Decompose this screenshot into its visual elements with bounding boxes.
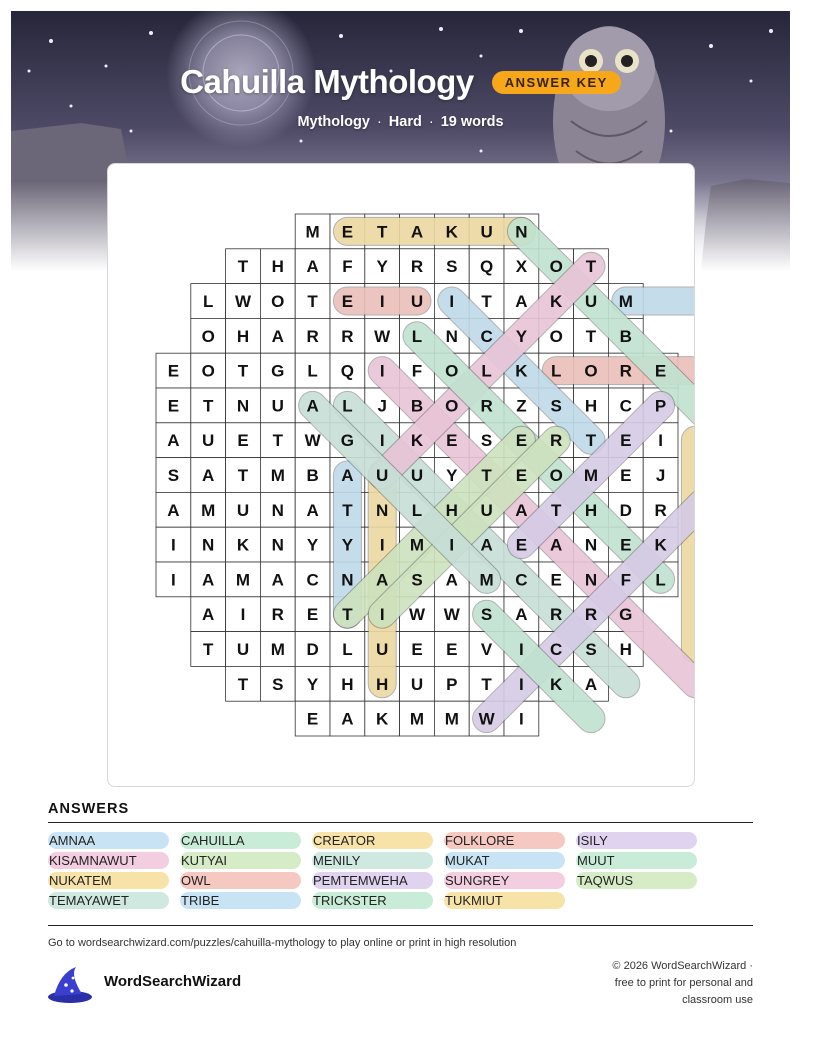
grid-letter: M <box>235 570 251 590</box>
answer-key-badge: ANSWER KEY <box>492 71 621 94</box>
grid-letter: Y <box>306 535 319 555</box>
copyright-notice <box>553 958 753 1009</box>
grid-letter: N <box>341 570 354 590</box>
grid-letter: T <box>203 640 214 659</box>
grid-letter: E <box>446 431 458 451</box>
grid-letter: U <box>376 640 389 659</box>
grid-letter: L <box>481 361 492 381</box>
grid-letter: H <box>584 500 598 520</box>
grid-letter: A <box>306 500 319 520</box>
grid-letter: U <box>480 222 493 242</box>
grid-letter: U <box>480 500 493 520</box>
grid-letter: C <box>619 396 632 416</box>
grid-letter: K <box>410 431 424 451</box>
grid-letter: A <box>515 605 528 625</box>
grid-letter: T <box>307 292 318 311</box>
grid-letter: N <box>515 222 528 242</box>
grid-letter: R <box>410 257 424 277</box>
grid-letter: R <box>271 605 284 625</box>
grid-letter: I <box>379 292 385 311</box>
grid-letter: G <box>619 605 633 625</box>
grid-letter: G <box>271 361 285 381</box>
grid-letter: U <box>202 431 215 451</box>
page-title: Cahuilla Mythology <box>180 63 474 100</box>
divider <box>48 925 753 926</box>
grid-letter: A <box>167 431 180 451</box>
grid-letter: W <box>408 605 426 625</box>
grid-letter: A <box>376 570 389 590</box>
grid-letter: E <box>620 535 632 555</box>
grid-letter: U <box>236 640 250 659</box>
grid-letter: O <box>584 361 598 381</box>
grid-letter: X <box>515 257 528 277</box>
grid-letter: M <box>583 466 599 485</box>
grid-letter: P <box>446 674 458 694</box>
grid-letter: N <box>376 500 389 520</box>
grid-letter: T <box>585 257 597 277</box>
grid-letter: A <box>271 570 284 590</box>
grid-letter: E <box>620 431 632 451</box>
answer-muut: MUUT <box>576 852 697 869</box>
grid-letter: E <box>654 361 667 381</box>
grid-letter: S <box>446 257 458 277</box>
grid-letter: T <box>342 605 353 625</box>
grid-letter: Y <box>515 326 528 346</box>
grid-letter: I <box>379 361 385 381</box>
grid-letter: H <box>236 326 250 346</box>
grid-letter: H <box>619 640 632 659</box>
grid-letter: I <box>519 640 524 659</box>
grid-letter: I <box>449 292 455 311</box>
grid-letter: W <box>478 709 495 729</box>
grid-letter: R <box>619 361 632 381</box>
copyright-line: classroom use <box>682 994 753 1006</box>
grid-letter: O <box>271 292 285 311</box>
grid-letter: S <box>480 605 493 625</box>
grid-letter: O <box>549 326 563 346</box>
answer-isily: ISILY <box>576 832 697 849</box>
grid-letter: I <box>519 709 524 729</box>
answer-owl: OWL <box>180 872 301 889</box>
brand-name: WordSearchWizard <box>104 973 242 990</box>
answer-kisamnawut: KISAMNAWUT <box>48 852 169 869</box>
grid-letter: I <box>519 674 524 694</box>
separator: · <box>376 114 382 130</box>
grid-letter: E <box>446 640 458 659</box>
difficulty-label: Hard <box>388 114 422 130</box>
grid-letter: L <box>411 500 423 520</box>
grid-letter: R <box>550 605 563 625</box>
grid-letter: U <box>410 674 424 694</box>
grid-letter: A <box>306 396 319 416</box>
grid-letter: Q <box>340 361 355 381</box>
grid-letter: H <box>341 674 354 694</box>
grid-letter: A <box>445 570 458 590</box>
grid-letter: E <box>167 361 180 381</box>
grid-letter: I <box>171 535 176 555</box>
grid-letter: R <box>584 605 598 625</box>
grid-letter: A <box>410 222 424 242</box>
answer-taqwus: TAQWUS <box>576 872 697 889</box>
grid-letter: L <box>342 396 353 416</box>
grid-letter: D <box>306 640 319 659</box>
grid-letter: O <box>549 257 563 277</box>
grid-letter: Y <box>446 466 458 485</box>
category-label: Mythology <box>297 114 370 130</box>
grid-letter: S <box>411 570 423 590</box>
grid-letter: H <box>584 396 598 416</box>
grid-letter: H <box>271 257 284 277</box>
grid-letter: T <box>481 466 492 485</box>
grid-letter: J <box>655 466 666 485</box>
grid-letter: E <box>341 292 354 311</box>
grid-letter: A <box>550 535 563 555</box>
grid-letter: A <box>306 257 319 277</box>
grid-letter: R <box>654 500 667 520</box>
grid-letter: W <box>374 326 391 346</box>
puzzle-meta <box>11 114 790 130</box>
grid-letter: E <box>515 431 528 451</box>
grid-letter: U <box>376 466 389 485</box>
grid-letter: W <box>443 605 460 625</box>
grid-letter: A <box>202 605 215 625</box>
grid-letter: C <box>480 326 493 346</box>
grid-letter: O <box>445 361 459 381</box>
answer-tribe: TRIBE <box>180 892 301 909</box>
grid-letter: C <box>515 570 528 590</box>
grid-letter: R <box>550 431 563 451</box>
grid-letter: N <box>236 396 250 416</box>
grid-letter: H <box>445 500 458 520</box>
answer-temayawet: TEMAYAWET <box>48 892 169 909</box>
grid-letter: K <box>550 292 563 311</box>
grid-letter: F <box>342 257 353 277</box>
grid-letter: T <box>551 500 562 520</box>
answer-trickster: TRICKSTER <box>312 892 433 909</box>
word-count-label: 19 words <box>440 114 504 130</box>
grid-letter: K <box>515 361 528 381</box>
answer-pemtemweha: PEMTEMWEHA <box>312 872 433 889</box>
grid-letter: P <box>654 396 667 416</box>
grid-letter: T <box>585 326 597 346</box>
grid-letter: M <box>409 709 425 729</box>
grid-letter: U <box>236 500 250 520</box>
grid-letter: A <box>584 674 598 694</box>
grid-letter: N <box>445 326 458 346</box>
grid-letter: E <box>515 535 528 555</box>
grid-letter: K <box>654 535 667 555</box>
grid-letter: E <box>306 709 319 729</box>
grid-letter: G <box>340 431 355 451</box>
grid-letter: A <box>341 709 354 729</box>
answer-nukatem: NUKATEM <box>48 872 169 889</box>
grid-letter: E <box>550 570 562 590</box>
grid-letter: R <box>306 326 319 346</box>
grid-letter: F <box>620 570 631 590</box>
grid-letter: C <box>306 570 319 590</box>
word-search-grid <box>108 164 694 786</box>
grid-letter: K <box>236 535 250 555</box>
grid-letter: A <box>480 535 493 555</box>
grid-letter: M <box>201 500 216 520</box>
grid-letter: A <box>202 570 215 590</box>
grid-letter: Y <box>306 674 319 694</box>
grid-letter: U <box>584 292 598 311</box>
grid-letter: R <box>341 326 354 346</box>
grid-letter: O <box>201 361 215 381</box>
grid-letter: I <box>240 605 246 625</box>
copyright-line: © 2026 WordSearchWizard · <box>612 960 753 972</box>
grid-letter: T <box>237 466 249 485</box>
grid-letter: T <box>481 674 492 694</box>
answer-cahuilla: CAHUILLA <box>180 832 301 849</box>
grid-letter: I <box>171 570 176 590</box>
footer-link-text[interactable]: Go to wordsearchwizard.com/puzzles/cahuilla-mythology to play online or print in high resolution <box>48 937 517 949</box>
grid-letter: E <box>411 640 423 659</box>
grid-letter: K <box>550 674 563 694</box>
grid-letter: W <box>304 431 321 451</box>
grid-letter: M <box>305 222 320 242</box>
grid-letter: T <box>377 222 388 242</box>
grid-letter: H <box>376 674 389 694</box>
answer-tukmiut: TUKMIUT <box>444 892 565 909</box>
grid-letter: B <box>619 326 632 346</box>
grid-letter: O <box>201 326 215 346</box>
grid-letter: M <box>479 570 494 590</box>
grid-letter: Q <box>479 257 494 277</box>
grid-letter: K <box>445 222 458 242</box>
grid-letter: I <box>379 535 385 555</box>
grid-letter: T <box>342 500 353 520</box>
grid-letter: M <box>618 292 633 311</box>
grid-letter: L <box>342 640 353 659</box>
grid-letter: E <box>341 222 354 242</box>
grid-letter: N <box>584 570 598 590</box>
grid-letter: T <box>237 674 249 694</box>
grid-letter: A <box>167 500 180 520</box>
grid-letter: I <box>658 431 663 451</box>
grid-letter: Z <box>516 396 527 416</box>
grid-letter: D <box>619 500 632 520</box>
grid-letter: M <box>270 640 285 659</box>
answer-creator: CREATOR <box>312 832 433 849</box>
grid-letter: L <box>655 570 666 590</box>
grid-letter: A <box>515 292 528 311</box>
answer-folklore: FOLKLORE <box>444 832 565 849</box>
grid-letter: O <box>445 396 459 416</box>
grid-letter: N <box>202 535 215 555</box>
grid-letter: E <box>515 466 528 485</box>
grid-letter: S <box>585 640 597 659</box>
grid-letter: U <box>271 396 284 416</box>
grid-letter: J <box>377 396 387 416</box>
grid-letter: V <box>480 640 493 659</box>
grid-letter: O <box>549 466 563 485</box>
grid-letter: I <box>449 535 455 555</box>
grid-letter: S <box>550 396 562 416</box>
divider <box>48 822 753 823</box>
grid-letter: U <box>410 292 424 311</box>
grid-letter: T <box>203 396 214 416</box>
answer-mukat: MUKAT <box>444 852 565 869</box>
puzzle-card <box>107 163 695 787</box>
grid-letter: T <box>237 257 249 277</box>
grid-letter: A <box>341 466 354 485</box>
grid-letter: A <box>515 500 528 520</box>
grid-letter: E <box>167 396 180 416</box>
grid-letter: N <box>584 535 598 555</box>
grid-letter: B <box>306 466 319 485</box>
grid-letter: W <box>234 292 252 311</box>
grid-letter: L <box>203 292 214 311</box>
grid-letter: K <box>376 709 389 729</box>
grid-letter: Y <box>376 257 388 277</box>
grid-letter: T <box>237 361 249 381</box>
grid-letter: I <box>379 605 385 625</box>
grid-letter: M <box>409 535 425 555</box>
answer-menily: MENILY <box>312 852 433 869</box>
grid-letter: C <box>550 640 563 659</box>
answer-sungrey: SUNGREY <box>444 872 565 889</box>
grid-letter: U <box>410 466 424 485</box>
grid-letter: A <box>271 326 284 346</box>
grid-letter: L <box>411 326 423 346</box>
grid-letter: T <box>585 431 597 451</box>
wizard-hat-icon <box>46 963 94 1010</box>
grid-letter: M <box>270 466 285 485</box>
grid-letter: L <box>307 361 318 381</box>
grid-letter: S <box>167 466 180 485</box>
grid-letter: E <box>306 605 319 625</box>
answer-kutyai: KUTYAI <box>180 852 301 869</box>
answer-amnaa: AMNAA <box>48 832 169 849</box>
grid-letter: S <box>480 431 493 451</box>
grid-letter: R <box>480 396 493 416</box>
grid-letter: N <box>271 500 284 520</box>
grid-letter: E <box>237 431 249 451</box>
grid-letter: N <box>271 535 284 555</box>
grid-letter: T <box>481 292 492 311</box>
grid-letter: F <box>411 361 423 381</box>
copyright-line: free to print for personal and <box>614 977 753 989</box>
grid-letter: S <box>272 674 284 694</box>
grid-letter: Y <box>341 535 354 555</box>
grid-letter: B <box>410 396 424 416</box>
answers-heading: ANSWERS <box>48 801 130 817</box>
separator: · <box>428 114 434 130</box>
grid-letter: L <box>551 361 562 381</box>
grid-letter: A <box>202 466 215 485</box>
grid-letter: E <box>620 466 632 485</box>
grid-letter: M <box>444 709 459 729</box>
grid-letter: I <box>379 431 385 451</box>
grid-letter: T <box>272 431 283 451</box>
